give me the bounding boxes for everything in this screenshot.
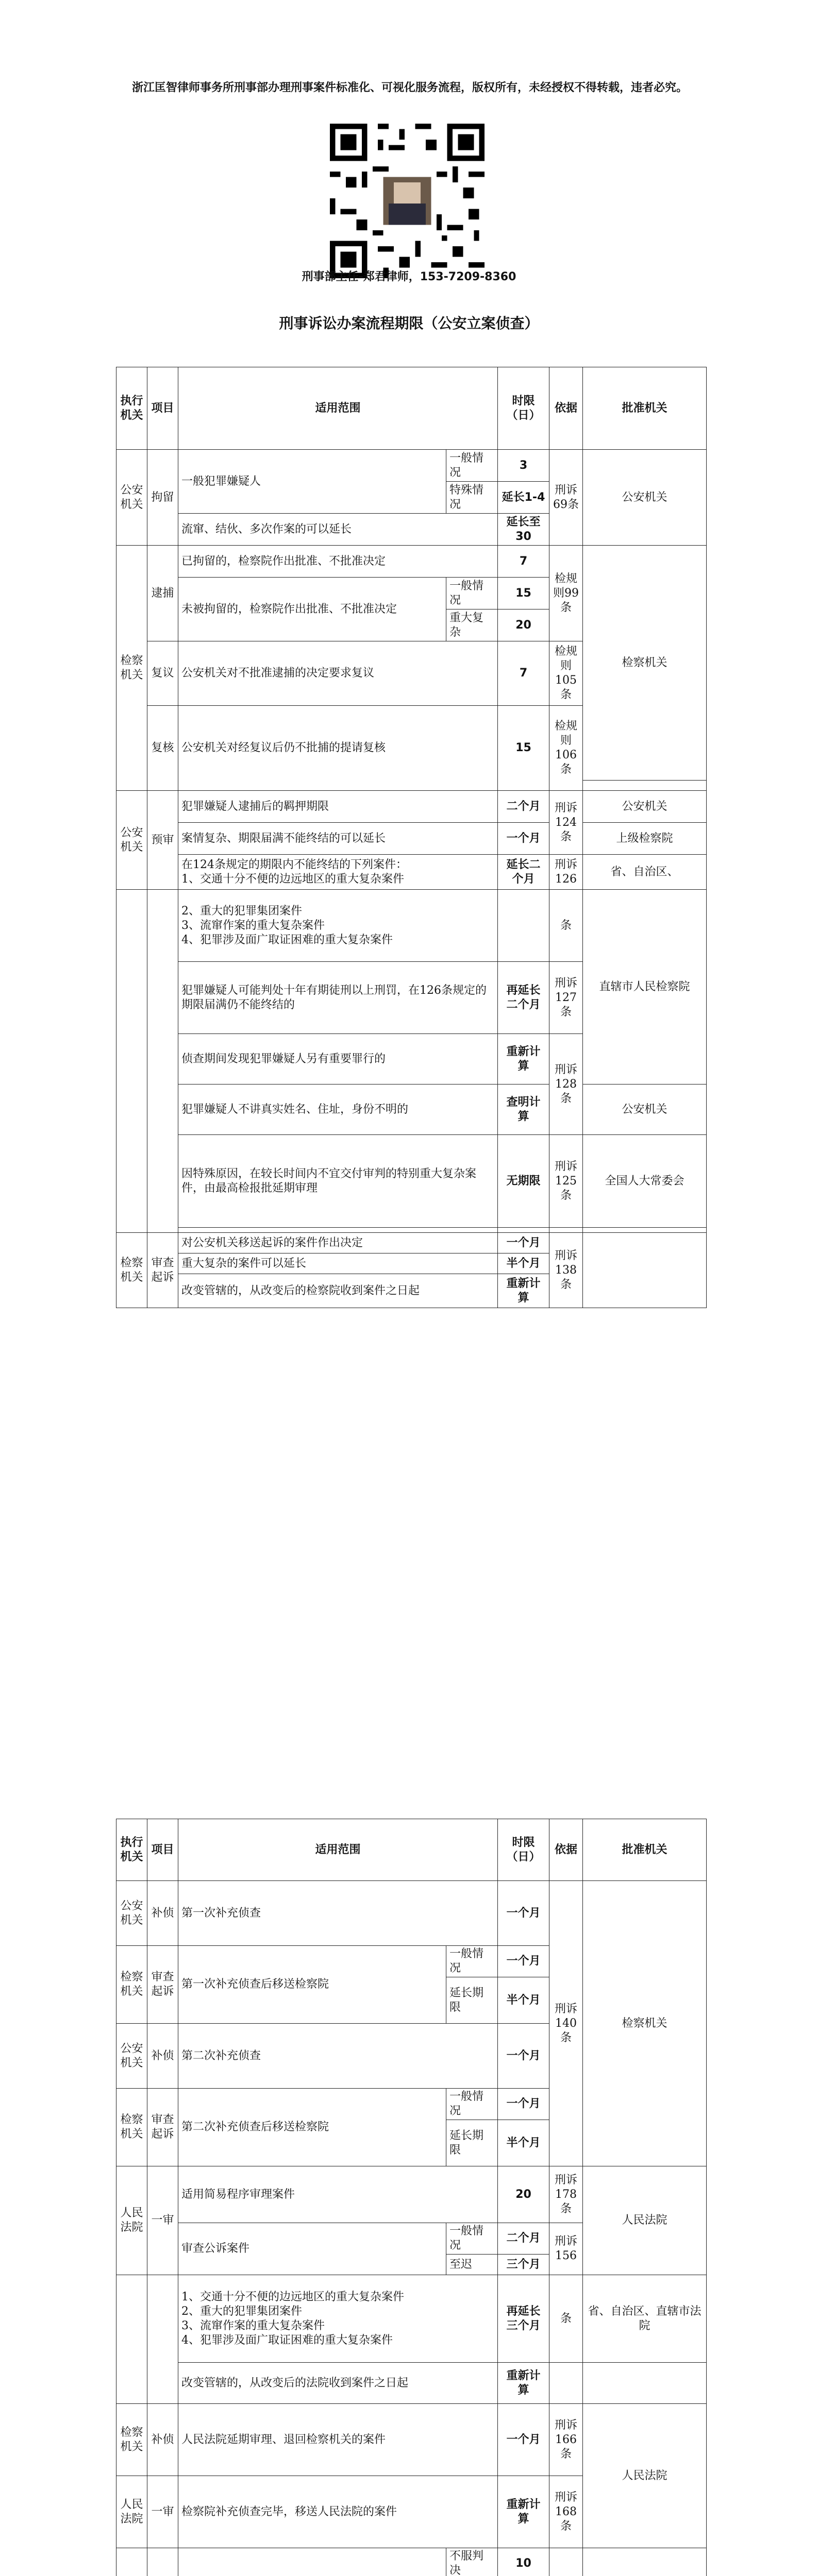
organ-cell: 检察机关: [116, 2404, 147, 2476]
basis-cell: 条: [549, 2275, 583, 2363]
column-header: 批准机关: [583, 1819, 707, 1881]
scope-cell: 重大复杂的案件可以延长: [178, 1253, 498, 1274]
scope-cell: 侦查期间发现犯罪嫌疑人另有重要罪行的: [178, 1034, 498, 1084]
page-title: 刑事诉讼办案流程期限（公安立案侦查）: [279, 315, 539, 332]
item-cell: 审查起诉: [147, 1233, 178, 1308]
approver-cell: [583, 2548, 707, 2576]
scope-cell: 犯罪嫌疑人不讲真实姓名、住址，身份不明的: [178, 1084, 498, 1135]
table-row: [116, 2275, 707, 2363]
deadline-table-2: [116, 1819, 707, 2576]
scope-cell: 改变管辖的，从改变后的检察院收到案件之日起: [178, 1274, 498, 1308]
organ-cell: 检察机关: [116, 2089, 147, 2166]
limit-cell: 一个月: [498, 2404, 549, 2476]
scope-cell: 2、重大的犯罪集团案件 3、流窜作案的重大复杂案件 4、犯罪涉及面广取证困难的重大复杂案件: [178, 890, 498, 962]
table-row: [116, 855, 707, 890]
scope-cell: 审查公诉案件: [178, 2223, 446, 2275]
scope-cell: 犯罪嫌疑人可能判处十年有期徒刑以上刑罚，在126条规定的期限届满仍不能终结的: [178, 962, 498, 1034]
basis-cell: 刑诉156: [549, 2223, 583, 2275]
table-row: [116, 1135, 707, 1228]
approver-cell: [583, 781, 707, 791]
limit-cell: 一个月: [498, 1233, 549, 1253]
column-header: 执行机关: [116, 367, 147, 450]
basis-cell: 刑诉138条: [549, 1233, 583, 1308]
limit-cell: 半个月: [498, 2120, 549, 2166]
approver-cell: 上级检察院: [583, 823, 707, 855]
approver-cell: 公安机关: [583, 450, 707, 546]
sub-scope-cell: 延长期限: [446, 2120, 498, 2166]
limit-cell: 一个月: [498, 2089, 549, 2120]
scope-cell: 适用简易程序审理案件: [178, 2166, 498, 2223]
scope-cell: 检察院补充侦查完毕，移送人民法院的案件: [178, 2476, 498, 2548]
scope-cell: 改变管辖的，从改变后的法院收到案件之日起: [178, 2363, 498, 2404]
organ-cell: 人民法院: [116, 2476, 147, 2548]
organ-cell: 检察机关: [116, 1233, 147, 1308]
scope-cell: 人民法院延期审理、退回检察机关的案件: [178, 2404, 498, 2476]
scope-cell: 未被拘留的，检察院作出批准、不批准决定: [178, 578, 446, 641]
approver-cell: 公安机关: [583, 1084, 707, 1135]
basis-cell: 刑诉168条: [549, 2476, 583, 2548]
scope-cell: 在124条规定的期限内不能终结的下列案件： 1、交通十分不便的边远地区的重大复杂案件: [178, 855, 498, 890]
approver-cell: 检察机关: [583, 546, 707, 781]
item-cell: 一审: [147, 2166, 178, 2275]
limit-cell: 15: [498, 578, 549, 609]
sub-scope-cell: 延长期限: [446, 1977, 498, 2024]
approver-cell: 公安机关: [583, 791, 707, 823]
limit-cell: 半个月: [498, 1977, 549, 2024]
organ-cell: [116, 890, 147, 1233]
item-cell: 补侦: [147, 2024, 178, 2089]
scope-cell: [178, 2548, 446, 2576]
limit-cell: 延长1-4: [498, 482, 549, 514]
column-header: 适用范围: [178, 1819, 498, 1881]
table-header-row: [116, 1819, 707, 1881]
sub-scope-cell: 一般情况: [446, 450, 498, 482]
scope-cell: 一般犯罪嫌疑人: [178, 450, 446, 514]
scope-cell: [178, 1228, 498, 1233]
limit-cell: [498, 890, 549, 962]
limit-cell: 查明计算: [498, 1084, 549, 1135]
item-cell: 预审: [147, 791, 178, 890]
limit-cell: 一个月: [498, 1946, 549, 1977]
contact-line: 刑事部主任-郑君律师，153-7209-8360: [302, 270, 516, 283]
table-header-row: [116, 367, 707, 450]
sub-scope-cell: 一般情况: [446, 2089, 498, 2120]
basis-cell: [549, 1228, 583, 1233]
basis-cell: 检规则106条: [549, 706, 583, 791]
limit-cell: 一个月: [498, 823, 549, 855]
copyright-notice: 浙江匡智律师事务所刑事部办理刑事案件标准化、可视化服务流程，版权所有，未经授权不得转载，违者必究。: [131, 81, 688, 94]
limit-cell: 10: [498, 2548, 549, 2576]
basis-cell: 刑诉126: [549, 855, 583, 890]
basis-cell: 刑诉166条: [549, 2404, 583, 2476]
approver-cell: [583, 1233, 707, 1308]
limit-cell: [498, 1228, 549, 1233]
column-header: 执行机关: [116, 1819, 147, 1881]
organ-cell: 人民法院: [116, 2166, 147, 2275]
limit-cell: 延长至30: [498, 514, 549, 546]
sub-scope-cell: 重大复杂: [446, 609, 498, 641]
limit-cell: 二个月: [498, 791, 549, 823]
header: [0, 0, 818, 332]
item-cell: 补侦: [147, 2404, 178, 2476]
item-cell: [147, 890, 178, 1233]
limit-cell: 3: [498, 450, 549, 482]
scope-cell: 第二次补充侦查后移送检察院: [178, 2089, 446, 2166]
table-row: [116, 1233, 707, 1253]
scope-cell: 第二次补充侦查: [178, 2024, 498, 2089]
approver-cell: 检察机关: [583, 1881, 707, 2166]
table-row: [116, 2548, 707, 2576]
scope-cell: 流窜、结伙、多次作案的可以延长: [178, 514, 498, 546]
basis-cell: 刑诉124条: [549, 791, 583, 855]
sub-scope-cell: 一般情况: [446, 2223, 498, 2255]
basis-cell: 检规则105条: [549, 641, 583, 706]
limit-cell: 20: [498, 609, 549, 641]
limit-cell: 三个月: [498, 2255, 549, 2275]
approver-cell: 省、自治区、直辖市法院: [583, 2275, 707, 2363]
limit-cell: 20: [498, 2166, 549, 2223]
basis-cell: 刑诉127条: [549, 962, 583, 1034]
scope-cell: 第一次补充侦查后移送检察院: [178, 1946, 446, 2024]
column-header: 依据: [549, 1819, 583, 1881]
scope-cell: 因特殊原因，在较长时间内不宜交付审判的特别重大复杂案件，由最高检报批延期审理: [178, 1135, 498, 1228]
organ-cell: 检察机关: [116, 546, 147, 791]
scope-cell: 1、交通十分不便的边远地区的重大复杂案件 2、重大的犯罪集团案件 3、流窜作案的重大复杂案件 4、犯罪涉及面广取证困难的重大复杂案件: [178, 2275, 498, 2363]
item-cell: 一审: [147, 2476, 178, 2548]
column-header: 时限（日）: [498, 367, 549, 450]
limit-cell: 重新计算: [498, 2363, 549, 2404]
limit-cell: 重新计算: [498, 1274, 549, 1308]
scope-cell: 已拘留的，检察院作出批准、不批准决定: [178, 546, 498, 578]
column-header: 时限（日）: [498, 1819, 549, 1881]
basis-cell: 刑诉69条: [549, 450, 583, 546]
organ-cell: 公安机关: [116, 2024, 147, 2089]
table-row: [116, 546, 707, 578]
basis-cell: 刑诉140条: [549, 1881, 583, 2166]
basis-cell: [549, 2548, 583, 2576]
column-header: 适用范围: [178, 367, 498, 450]
sub-scope-cell: 一般情况: [446, 1946, 498, 1977]
scope-cell: 对公安机关移送起诉的案件作出决定: [178, 1233, 498, 1253]
scope-cell: 案情复杂、期限届满不能终结的可以延长: [178, 823, 498, 855]
scope-cell: 犯罪嫌疑人逮捕后的羁押期限: [178, 791, 498, 823]
organ-cell: 公安机关: [116, 450, 147, 546]
limit-cell: 无期限: [498, 1135, 549, 1228]
table-row: [116, 791, 707, 823]
table-row: [116, 2166, 707, 2223]
basis-cell: 条: [549, 890, 583, 962]
table-row: [116, 890, 707, 962]
column-header: 项目: [147, 1819, 178, 1881]
item-cell: [147, 2548, 178, 2576]
organ-cell: 公安机关: [116, 1881, 147, 1946]
table-row: [116, 1084, 707, 1135]
limit-cell: 重新计算: [498, 2476, 549, 2548]
approver-cell: 省、自治区、: [583, 855, 707, 890]
table-row: [116, 2363, 707, 2404]
scope-cell: 公安机关对不批准逮捕的决定要求复议: [178, 641, 498, 706]
table-row: [116, 1228, 707, 1233]
item-cell: 补侦: [147, 1881, 178, 1946]
limit-cell: 一个月: [498, 2024, 549, 2089]
item-cell: 逮捕: [147, 546, 178, 641]
organ-cell: 检察机关: [116, 1946, 147, 2024]
limit-cell: 15: [498, 706, 549, 791]
limit-cell: 二个月: [498, 2223, 549, 2255]
basis-cell: [549, 2363, 583, 2404]
limit-cell: 再延长三个月: [498, 2275, 549, 2363]
table-row: [116, 823, 707, 855]
basis-cell: 检规则99条: [549, 546, 583, 641]
item-cell: 审查起诉: [147, 1946, 178, 2024]
limit-cell: 一个月: [498, 1881, 549, 1946]
basis-cell: 刑诉178条: [549, 2166, 583, 2223]
limit-cell: 重新计算: [498, 1034, 549, 1084]
column-header: 依据: [549, 367, 583, 450]
qr-code-icon: [330, 124, 485, 278]
organ-cell: [116, 2548, 147, 2576]
approver-cell: [583, 1228, 707, 1233]
limit-cell: 再延长二个月: [498, 962, 549, 1034]
item-cell: 拘留: [147, 450, 178, 546]
limit-cell: 半个月: [498, 1253, 549, 1274]
column-header: 项目: [147, 367, 178, 450]
table-row: [116, 1881, 707, 1946]
approver-cell: 直辖市人民检察院: [583, 890, 707, 1084]
limit-cell: 7: [498, 641, 549, 706]
column-header: 批准机关: [583, 367, 707, 450]
approver-cell: [583, 2363, 707, 2404]
item-cell: 审查起诉: [147, 2089, 178, 2166]
table-row: [116, 2404, 707, 2476]
sub-scope-cell: 特殊情况: [446, 482, 498, 514]
scope-cell: 公安机关对经复议后仍不批捕的提请复核: [178, 706, 498, 791]
item-cell: 复核: [147, 706, 178, 791]
table-row: [116, 450, 707, 482]
organ-cell: [116, 2275, 147, 2404]
basis-cell: 刑诉128条: [549, 1034, 583, 1135]
item-cell: [147, 2275, 178, 2404]
limit-cell: 7: [498, 546, 549, 578]
organ-cell: 公安机关: [116, 791, 147, 890]
approver-cell: 人民法院: [583, 2404, 707, 2548]
sub-scope-cell: 不服判决: [446, 2548, 498, 2576]
sub-scope-cell: 至迟: [446, 2255, 498, 2275]
basis-cell: 刑诉125条: [549, 1135, 583, 1228]
scope-cell: 第一次补充侦查: [178, 1881, 498, 1946]
limit-cell: 延长二个月: [498, 855, 549, 890]
item-cell: 复议: [147, 641, 178, 706]
deadline-table-1: [116, 367, 707, 1308]
approver-cell: 人民法院: [583, 2166, 707, 2275]
approver-cell: 全国人大常委会: [583, 1135, 707, 1228]
sub-scope-cell: 一般情况: [446, 578, 498, 609]
